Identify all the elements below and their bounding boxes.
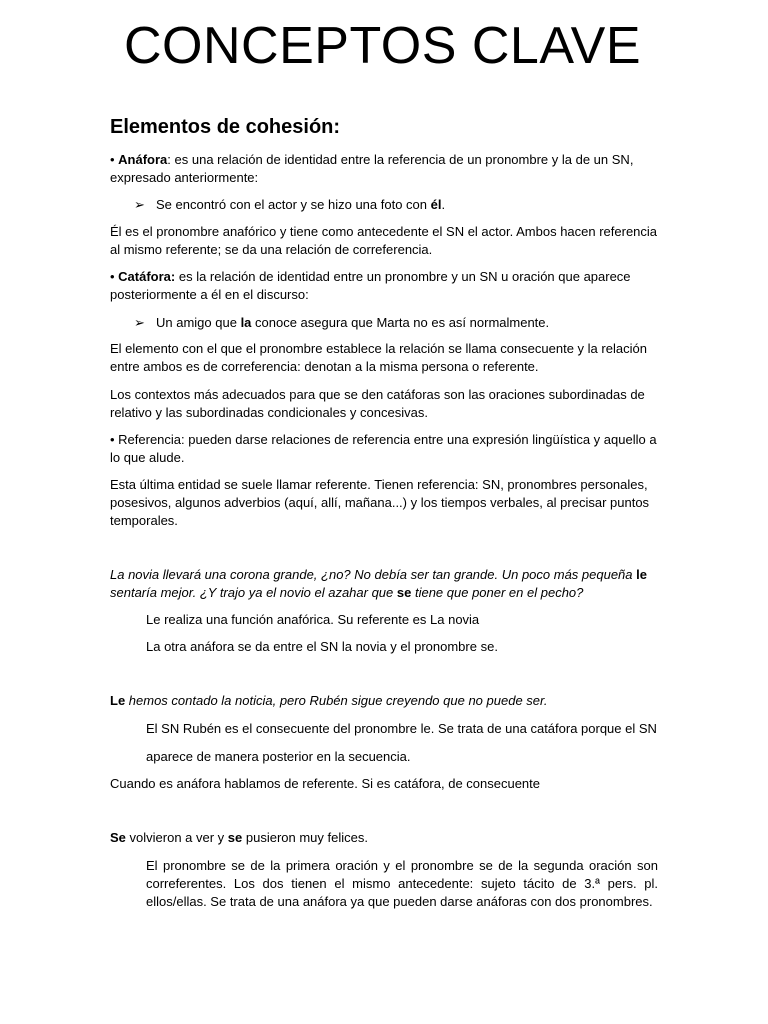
arrow-bullet-icon: ➢ bbox=[134, 197, 145, 212]
catafora-definition bbox=[110, 268, 658, 304]
example-2-note-2: aparece de manera posterior en la secuencia. bbox=[146, 749, 411, 764]
example-2-note-3: Cuando es anáfora hablamos de referente. Si es catáfora, de consecuente bbox=[110, 776, 541, 791]
example-3-note: El pronombre se de la primera oración y el pronombre se de la segunda oración son correferentes. Los dos tienen el mismo antecedente: sujeto tácito de 3.ª pers. pl. ellos/ellas. Se trata de una anáfora ya que pueden darse anáforas con dos pronombres. bbox=[146, 858, 658, 909]
example-text-end: conoce asegura que Marta no es así normalmente. bbox=[251, 315, 550, 330]
example-3-sentence bbox=[110, 829, 658, 847]
catafora-contexts: Los contextos más adecuados para que se den catáforas son las oraciones subordinadas de relativo y las subordinadas condicionales y concesivas. bbox=[110, 387, 645, 420]
referencia-detail: Esta última entidad se suele llamar referente. Tienen referencia: SN, pronombres personales, posesivos, algunos adverbios (aquí, allí, mañana...) y los tiempos verbales, al precisar puntos temporales. bbox=[110, 477, 650, 528]
anafora-def-text: : es una relación de identidad entre la referencia de un pronombre y la de un SN, expresado anteriormente: bbox=[110, 152, 634, 185]
referencia-definition: • Referencia: pueden darse relaciones de referencia entre una expresión lingüística y aquello a lo que alude. bbox=[110, 432, 657, 465]
bullet: • bbox=[110, 152, 119, 167]
anafora-explanation: Él es el pronombre anafórico y tiene como antecedente el SN el actor. Ambos hacen referencia al mismo referente; se da una relación de correferencia. bbox=[110, 224, 658, 257]
example-3-bold-2: se bbox=[227, 830, 243, 845]
example-1-part-2: sentaría mejor. ¿Y trajo ya el novio el azahar que bbox=[110, 585, 397, 600]
example-text: Se encontró con el actor y se hizo una foto con bbox=[156, 197, 431, 212]
example-3-part-1: volvieron a ver y bbox=[125, 830, 228, 845]
example-bold: la bbox=[240, 315, 252, 330]
catafora-explanation: El elemento con el que el pronombre establece la relación se llama consecuente y la relación entre ambos es de correferencia: denotan a la misma persona o referente. bbox=[110, 341, 647, 374]
anafora-example bbox=[134, 196, 654, 214]
example-1-bold-1: le bbox=[636, 567, 647, 582]
example-3-part-2: pusieron muy felices. bbox=[242, 830, 368, 845]
bullet: • bbox=[110, 269, 119, 284]
page-title: CONCEPTOS CLAVE bbox=[124, 17, 642, 75]
example-1-part-1: La novia llevará una corona grande, ¿no? No debía ser tan grande. Un poco más pequeña bbox=[110, 567, 637, 582]
example-1-part-3: tiene que poner en el pecho? bbox=[411, 585, 584, 600]
term-anafora: Anáfora bbox=[118, 152, 168, 167]
example-1-sentence bbox=[110, 566, 658, 602]
example-2-sentence bbox=[110, 692, 658, 710]
catafora-def-text: es la relación de identidad entre un pronombre y un SN u oración que aparece posteriormente a él en el discurso: bbox=[110, 269, 631, 302]
example-bold: él bbox=[430, 197, 442, 212]
example-1-note-1: Le realiza una función anafórica. Su referente es La novia bbox=[146, 612, 480, 627]
section-heading: Elementos de cohesión: bbox=[110, 116, 341, 138]
example-1-bold-2: se bbox=[396, 585, 412, 600]
anafora-definition bbox=[110, 151, 658, 187]
example-2-bold: Le bbox=[110, 693, 126, 708]
example-text-end: . bbox=[441, 197, 446, 212]
example-text: Un amigo que bbox=[156, 315, 241, 330]
term-catafora: Catáfora: bbox=[118, 269, 176, 284]
example-1-note-2: La otra anáfora se da entre el SN la novia y el pronombre se. bbox=[146, 639, 498, 654]
catafora-example bbox=[134, 314, 654, 332]
example-2-note-1: El SN Rubén es el consecuente del pronombre le. Se trata de una catáfora porque el SN bbox=[146, 721, 657, 736]
example-3-bold-1: Se bbox=[110, 830, 126, 845]
example-2-text: hemos contado la noticia, pero Rubén sigue creyendo que no puede ser. bbox=[125, 693, 548, 708]
arrow-bullet-icon: ➢ bbox=[134, 315, 145, 330]
